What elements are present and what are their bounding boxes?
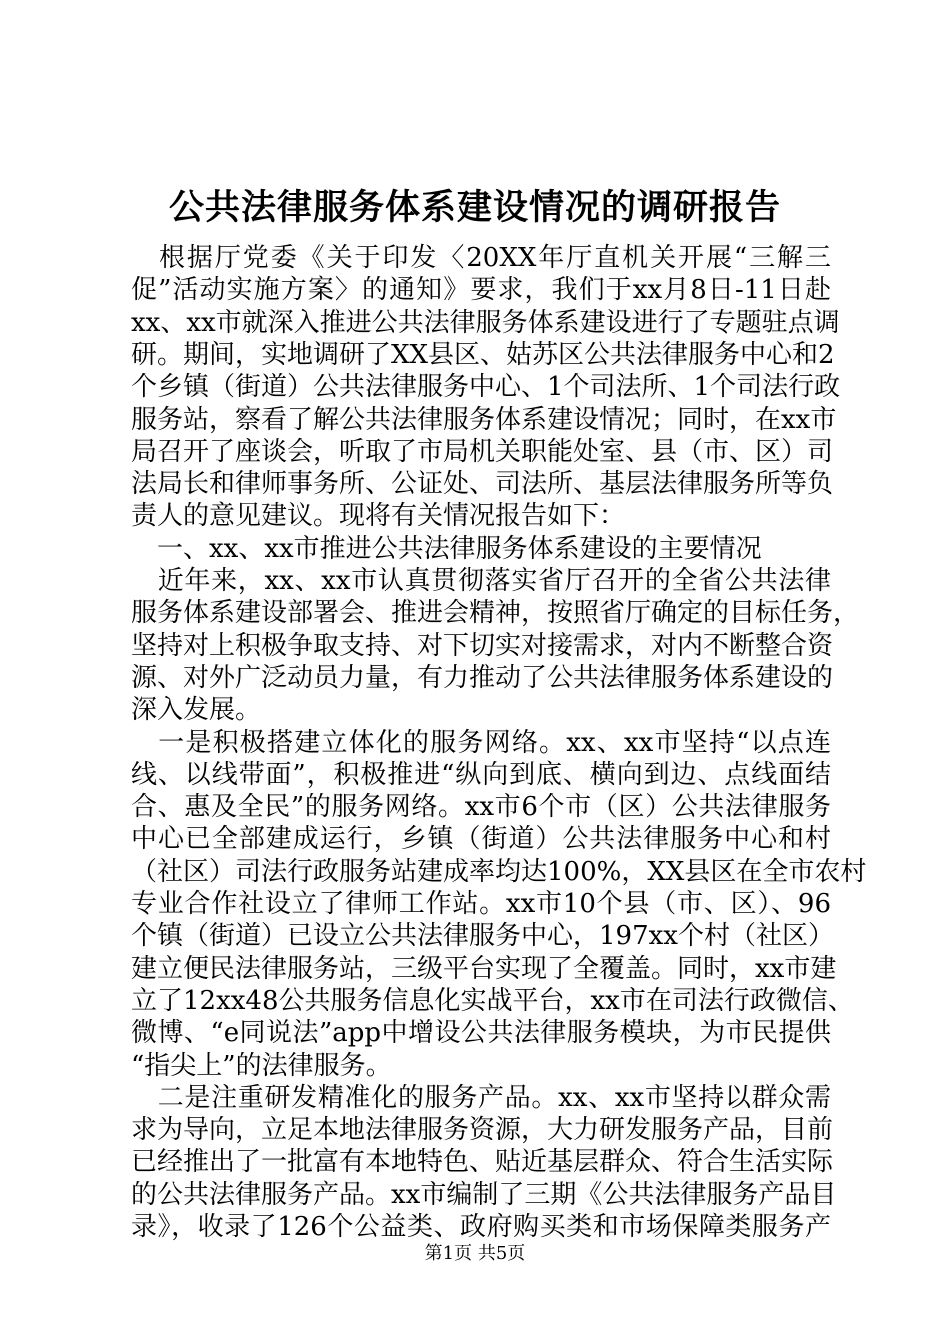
body-text-line: 源、对外广泛动员力量，有力推动了公共法律服务体系建设的 bbox=[131, 662, 834, 693]
body-text-line: 线、以线带面”，积极推进“纵向到底、横向到边、点线面结 bbox=[131, 759, 831, 790]
body-text-line: 个乡镇（街道）公共法律服务中心、1个司法所、1个司法行政 bbox=[131, 372, 841, 403]
body-text-line: 录》，收录了126个公益类、政府购买类和市场保障类服务产 bbox=[131, 1212, 831, 1242]
body-text-line: 已经推出了一批富有本地特色、贴近基层群众、符合生活实际 bbox=[131, 1147, 834, 1178]
body-text-line: 立了12xx48公共服务信息化实战平台，xx市在司法行政微信、 bbox=[131, 985, 854, 1016]
page-footer: 第1页 共5页 bbox=[424, 1243, 526, 1264]
body-text-line: 微博、“e同说法”app中增设公共法律服务模块，为市民提供 bbox=[131, 1018, 831, 1049]
body-text-line: 服务站，察看了解公共法律服务体系建设情况；同时，在xx市 bbox=[131, 404, 837, 435]
body-text-line: 求为导向，立足本地法律服务资源，大力研发服务产品，目前 bbox=[131, 1115, 834, 1146]
body-text-line: 坚持对上积极争取支持、对下切实对接需求，对内不断整合资 bbox=[131, 630, 834, 661]
body-text-line: （社区）司法行政服务站建成率均达100%，XX县区在全市农村 bbox=[131, 856, 867, 887]
body-text-line: 近年来，xx、xx市认真贯彻落实省厅召开的全省公共法律 bbox=[131, 566, 831, 596]
document-title: 公共法律服务体系建设情况的调研报告 bbox=[168, 188, 781, 228]
body-text-line: 建立便民法律服务站，三级平台实现了全覆盖。同时，xx市建 bbox=[131, 953, 837, 984]
body-text-line: “指尖上”的法律服务。 bbox=[131, 1050, 392, 1081]
body-text-line: 服务体系建设部署会、推进会精神，按照省厅确定的目标任务， bbox=[131, 598, 860, 629]
body-text-line: 法局长和律师事务所、公证处、司法所、基层法律服务所等负 bbox=[131, 469, 834, 500]
body-text-line: 一是积极搭建立体化的服务网络。xx、xx市坚持“以点连 bbox=[131, 727, 831, 758]
body-text-line: 二是注重研发精准化的服务产品。xx、xx市坚持以群众需 bbox=[131, 1082, 831, 1113]
body-text-line: 个镇（街道）已设立公共法律服务中心，197xx个村（社区） bbox=[131, 921, 834, 952]
body-text-line: 深入发展。 bbox=[131, 695, 262, 726]
body-text-line: 局召开了座谈会，听取了市局机关职能处室、县（市、区）司 bbox=[131, 436, 834, 467]
body-text-line: 合、惠及全民”的服务网络。xx市6个市（区）公共法律服务 bbox=[131, 792, 831, 823]
body-text-line: 中心已全部建成运行，乡镇（街道）公共法律服务中心和村 bbox=[131, 824, 831, 855]
body-text-line: 一、xx、xx市推进公共法律服务体系建设的主要情况 bbox=[131, 533, 762, 564]
body-text-line: 专业合作社设立了律师工作站。xx市10个县（市、区）、96 bbox=[131, 889, 831, 919]
body-text-line: 促”活动实施方案〉的通知》要求，我们于xx月8日-11日赴 bbox=[131, 275, 831, 306]
body-text-line: 责人的意见建议。现将有关情况报告如下： bbox=[131, 501, 626, 532]
body-text-line: xx、xx市就深入推进公共法律服务体系建设进行了专题驻点调 bbox=[131, 307, 840, 338]
body-text-line: 的公共法律服务产品。xx市编制了三期《公共法律服务产品目 bbox=[131, 1179, 837, 1210]
body-text-line: 根据厅党委《关于印发〈20XX年厅直机关开展“三解三 bbox=[131, 243, 831, 273]
body-text-line: 研。期间，实地调研了XX县区、姑苏区公共法律服务中心和2 bbox=[131, 339, 835, 370]
